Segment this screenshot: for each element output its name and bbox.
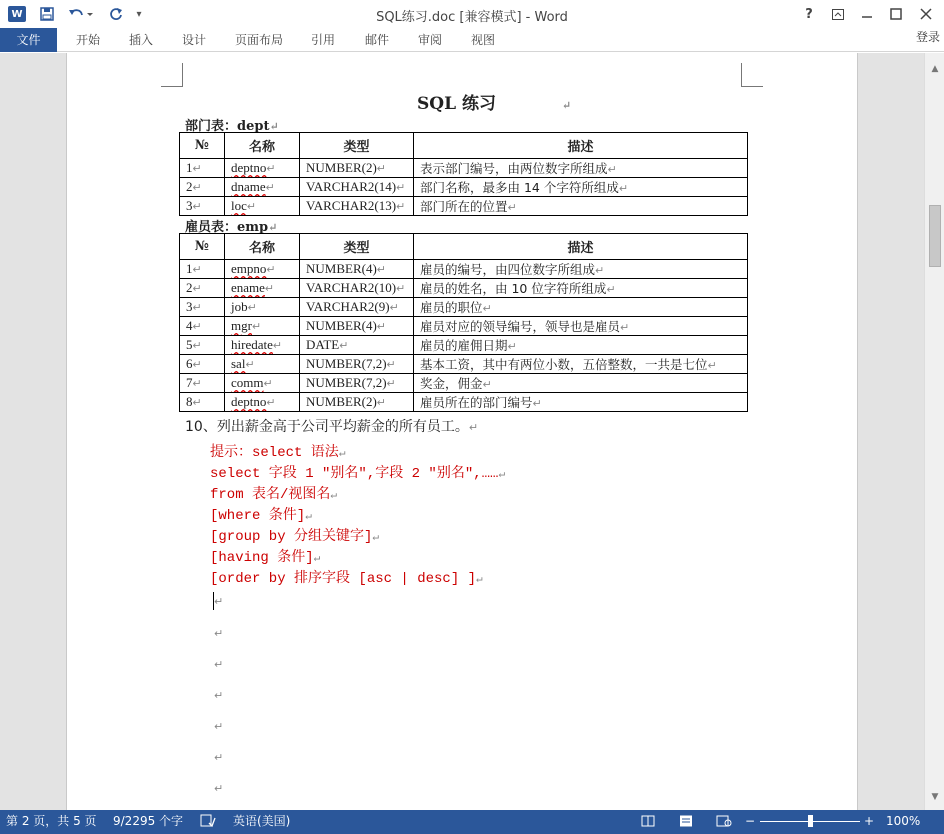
cell-type[interactable]: NUMBER(7,2)↵ [300, 374, 414, 393]
ribbon-options-icon [832, 9, 844, 20]
tab-view[interactable]: 视图 [470, 33, 495, 47]
paragraph-mark[interactable]: ↵ [214, 782, 224, 795]
cell-name[interactable]: deptno↵ [225, 393, 300, 412]
zoom-slider-thumb[interactable] [808, 815, 813, 827]
code-line[interactable]: [having 条件]↵ [210, 550, 321, 566]
cell-name[interactable]: dname↵ [225, 178, 300, 197]
document-page[interactable] [66, 53, 858, 810]
tab-home[interactable]: 开始 [75, 33, 100, 47]
cell-desc[interactable]: 部门名称，最多由 14 个字符所组成↵ [414, 178, 748, 197]
maximize-button[interactable] [884, 4, 908, 24]
cell-no[interactable]: 2↵ [180, 279, 225, 298]
table-header-row [180, 234, 748, 260]
code-line[interactable]: 提示：select 语法↵ [210, 445, 346, 461]
cell-desc[interactable]: 部门所在的位置↵ [414, 197, 748, 216]
code-line[interactable]: select 字段 1 "别名",字段 2 "别名",……↵ [210, 466, 506, 482]
cell-desc[interactable]: 基本工资，其中有两位小数，五倍整数，一共是七位↵ [414, 355, 748, 374]
proofing-icon [200, 814, 216, 828]
table-row [180, 178, 748, 197]
cell-desc[interactable]: 雇员的雇佣日期↵ [414, 336, 748, 355]
cell-name[interactable]: deptno↵ [225, 159, 300, 178]
cell-name[interactable]: job↵ [225, 298, 300, 317]
cell-no[interactable]: 6↵ [180, 355, 225, 374]
cell-type[interactable]: NUMBER(4)↵ [300, 260, 414, 279]
table-row [180, 260, 748, 279]
cell-desc[interactable]: 雇员对应的领导编号，领导也是雇员↵ [414, 317, 748, 336]
cell-type[interactable]: VARCHAR2(9)↵ [300, 298, 414, 317]
header-name[interactable]: 名称 [225, 234, 300, 260]
tab-review[interactable]: 审阅 [417, 33, 442, 47]
table-row [180, 197, 748, 216]
cell-no[interactable]: 1↵ [180, 159, 225, 178]
page-count[interactable]: 第 2 页，共 5 页 [6, 814, 97, 828]
table-header-row [180, 133, 748, 159]
window-title: SQL练习.doc [兼容模式] - Word [376, 10, 568, 25]
code-line[interactable]: [order by 排序字段 [asc | desc] ]↵ [210, 571, 483, 587]
cell-type[interactable]: VARCHAR2(14)↵ [300, 178, 414, 197]
cell-desc[interactable]: 表示部门编号，由两位数字所组成↵ [414, 159, 748, 178]
emp-table-caption[interactable]: 雇员表：emp↵ [185, 220, 278, 235]
dept-table[interactable] [179, 132, 748, 216]
table-row [180, 317, 748, 336]
paragraph-mark[interactable]: ↵ [214, 627, 224, 640]
web-layout-icon[interactable] [716, 810, 732, 834]
tab-design[interactable]: 设计 [181, 33, 206, 47]
header-name[interactable]: 名称 [225, 133, 300, 159]
dept-table-caption[interactable]: 部门表：dept↵ [185, 119, 279, 134]
scroll-down-icon[interactable]: ▼ [931, 792, 939, 802]
cell-no[interactable]: 7↵ [180, 374, 225, 393]
cell-name[interactable]: empno↵ [225, 260, 300, 279]
customize-toolbar-chevron-icon[interactable]: ▾ [136, 8, 142, 20]
title-bar [0, 0, 944, 28]
crop-mark-top-right [741, 63, 763, 87]
paragraph-mark[interactable]: ↵ [214, 595, 224, 608]
zoom-level[interactable]: 100% [886, 814, 921, 828]
cell-name[interactable]: loc↵ [225, 197, 300, 216]
cell-type[interactable]: DATE↵ [300, 336, 414, 355]
read-mode-icon [641, 815, 655, 827]
cell-desc[interactable]: 雇员的编号，由四位数字所组成↵ [414, 260, 748, 279]
scrollbar-thumb[interactable] [929, 205, 941, 267]
code-line[interactable]: [where 条件]↵ [210, 508, 312, 524]
header-desc[interactable]: 描述 [414, 234, 748, 260]
tab-insert[interactable]: 插入 [128, 33, 153, 47]
cell-desc[interactable]: 雇员的职位↵ [414, 298, 748, 317]
cell-no[interactable]: 8↵ [180, 393, 225, 412]
header-no[interactable]: № [180, 133, 225, 159]
cell-name[interactable]: hiredate↵ [225, 336, 300, 355]
table-row [180, 279, 748, 298]
cell-desc[interactable]: 奖金，佣金↵ [414, 374, 748, 393]
cell-desc[interactable]: 雇员所在的部门编号↵ [414, 393, 748, 412]
document-title[interactable]: SQL 练习 ↵ [417, 94, 572, 114]
table-row [180, 159, 748, 178]
proofing-icon[interactable] [200, 810, 216, 834]
cell-type[interactable]: VARCHAR2(10)↵ [300, 279, 414, 298]
minimize-icon [861, 8, 873, 20]
cell-name[interactable]: comm↵ [225, 374, 300, 393]
cell-no[interactable]: 3↵ [180, 197, 225, 216]
document-workspace [0, 53, 924, 810]
table-row [180, 374, 748, 393]
language-indicator[interactable]: 英语(美国) [233, 814, 291, 828]
header-no[interactable]: № [180, 234, 225, 260]
paragraph-mark[interactable]: ↵ [214, 689, 224, 702]
cell-no[interactable]: 3↵ [180, 298, 225, 317]
help-button[interactable]: ? [805, 6, 813, 22]
code-line[interactable]: from 表名/视图名↵ [210, 487, 338, 503]
ribbon-display-options-button[interactable] [826, 4, 850, 24]
scroll-up-icon[interactable]: ▲ [931, 64, 939, 74]
table-row [180, 336, 748, 355]
close-button[interactable] [914, 4, 938, 24]
code-line[interactable]: [group by 分组关键字]↵ [210, 529, 380, 545]
paragraph-mark[interactable]: ↵ [214, 658, 224, 671]
cell-name[interactable]: mgr↵ [225, 317, 300, 336]
word-count[interactable]: 9/2295 个字 [113, 814, 184, 828]
zoom-out-button[interactable]: − [745, 814, 756, 828]
cell-no[interactable]: 2↵ [180, 178, 225, 197]
header-type[interactable]: 类型 [300, 234, 414, 260]
table-row [180, 393, 748, 412]
web-layout-icon [716, 815, 732, 827]
paragraph-mark[interactable]: ↵ [214, 751, 224, 764]
cell-no[interactable]: 4↵ [180, 317, 225, 336]
cell-no[interactable]: 1↵ [180, 260, 225, 279]
word-app-icon[interactable]: W [8, 6, 26, 22]
tab-page-layout[interactable]: 页面布局 [234, 33, 283, 47]
cell-type[interactable]: VARCHAR2(13)↵ [300, 197, 414, 216]
crop-mark-top-left [161, 63, 183, 87]
tab-mailings[interactable]: 邮件 [364, 33, 389, 47]
header-desc[interactable]: 描述 [414, 133, 748, 159]
ribbon-tabs [0, 28, 944, 52]
tab-file[interactable]: 文件 [0, 28, 57, 52]
cell-type[interactable]: NUMBER(2)↵ [300, 393, 414, 412]
emp-table[interactable] [179, 233, 748, 412]
header-type[interactable]: 类型 [300, 133, 414, 159]
cell-name[interactable]: sal↵ [225, 355, 300, 374]
close-icon [920, 8, 932, 20]
table-row [180, 355, 748, 374]
paragraph-mark[interactable]: ↵ [214, 720, 224, 733]
cell-name[interactable]: ename↵ [225, 279, 300, 298]
question-10[interactable]: 10、列出薪金高于公司平均薪金的所有员工。↵ [185, 419, 479, 435]
print-layout-icon [679, 815, 693, 827]
table-row [180, 298, 748, 317]
status-bar [0, 810, 944, 834]
vertical-scrollbar[interactable] [924, 53, 944, 810]
minimize-button[interactable] [855, 4, 879, 24]
cell-type[interactable]: NUMBER(2)↵ [300, 159, 414, 178]
cell-desc[interactable]: 雇员的姓名，由 10 位字符所组成↵ [414, 279, 748, 298]
read-mode-icon[interactable] [641, 810, 655, 834]
print-layout-icon[interactable] [679, 810, 693, 834]
cell-type[interactable]: NUMBER(7,2)↵ [300, 355, 414, 374]
tab-references[interactable]: 引用 [310, 33, 335, 47]
cell-type[interactable]: NUMBER(4)↵ [300, 317, 414, 336]
sign-in-link[interactable]: 登录 [915, 30, 940, 44]
zoom-in-button[interactable]: + [864, 814, 875, 828]
maximize-icon [890, 8, 902, 20]
cell-no[interactable]: 5↵ [180, 336, 225, 355]
